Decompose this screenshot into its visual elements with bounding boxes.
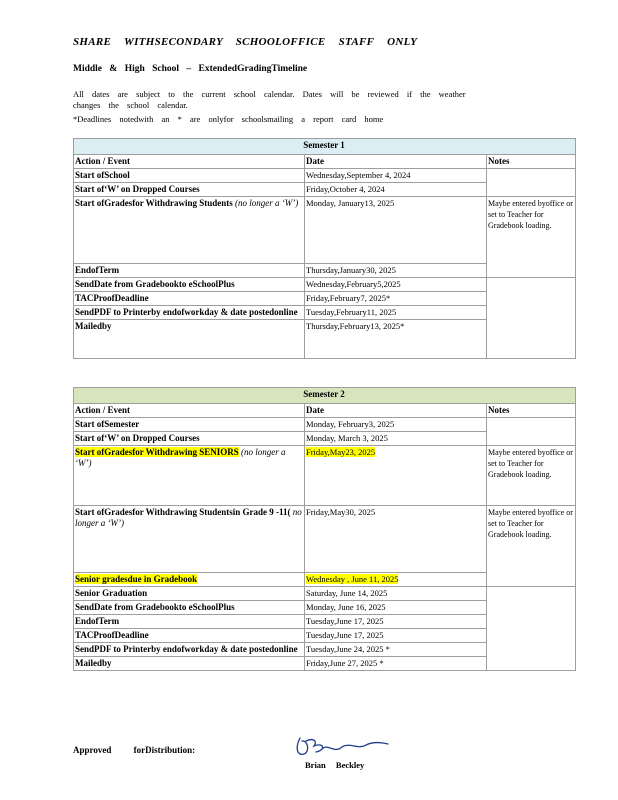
action-cell: TACProofDeadline <box>74 629 305 643</box>
action-cell: TACProofDeadline <box>74 292 305 306</box>
date-cell: Monday, February3, 2025 <box>305 418 487 432</box>
date-cell: Friday,May23, 2025 <box>305 446 487 506</box>
document-subtitle: Middle & High School – ExtendedGradingTimeline <box>73 64 308 74</box>
date-cell: Tuesday,February11, 2025 <box>305 306 487 320</box>
action-cell: Start ofGradesfor Withdrawing SENIORS (no longer a ‘W’) <box>74 446 305 506</box>
calendar-note-line1: All dates are subject to the current school calendar. Dates will be reviewed if the weather <box>73 89 466 99</box>
date-cell: Friday,May30, 2025 <box>305 506 487 573</box>
action-cell: SendPDF to Printerby endofworkday & date postedonline <box>74 306 305 320</box>
date-cell: Friday,June 27, 2025 * <box>305 657 487 671</box>
deadline-note: *Deadlines notedwith an * are onlyfor schoolsmailing a report card home <box>73 114 384 124</box>
action-cell: SendDate from Gradebookto eSchoolPlus <box>74 601 305 615</box>
semester1-heading: Semester 1 <box>74 139 576 155</box>
action-cell: SendDate from Gradebookto eSchoolPlus <box>74 278 305 292</box>
semester2-heading: Semester 2 <box>74 388 576 404</box>
column-header-date: Date <box>305 155 487 169</box>
date-cell: Friday,February7, 2025* <box>305 292 487 306</box>
signature-image <box>292 732 392 762</box>
date-cell: Saturday, June 14, 2025 <box>305 587 487 601</box>
notes-cell <box>487 278 576 359</box>
column-header-action: Action / Event <box>74 155 305 169</box>
table-row <box>74 197 576 264</box>
date-cell: Friday,October 4, 2024 <box>305 183 487 197</box>
semester1-table <box>73 138 576 359</box>
table-row <box>74 506 576 573</box>
action-cell: Senior Graduation <box>74 587 305 601</box>
date-cell: Tuesday,June 24, 2025 * <box>305 643 487 657</box>
notes-cell <box>487 169 576 197</box>
action-cell: Mailedby <box>74 657 305 671</box>
action-cell: Start ofGradesfor Withdrawing Students (no longer a ‘W’) <box>74 197 305 264</box>
date-cell: Wednesday,February5,2025 <box>305 278 487 292</box>
action-cell: Mailedby <box>74 320 305 359</box>
approval-label: Approved forDistribution: <box>73 745 196 755</box>
table-row <box>74 169 576 183</box>
notes-cell: Maybe entered byoffice or set to Teacher for Gradebook loading. <box>487 446 576 506</box>
date-cell: Monday, June 16, 2025 <box>305 601 487 615</box>
date-cell: Monday, March 3, 2025 <box>305 432 487 446</box>
action-cell: Start of‘W’ on Dropped Courses <box>74 183 305 197</box>
semester2-table <box>73 387 576 671</box>
action-cell: Start ofSemester <box>74 418 305 432</box>
action-cell: EndofTerm <box>74 615 305 629</box>
table-row <box>74 278 576 292</box>
action-cell: EndofTerm <box>74 264 305 278</box>
date-cell: Tuesday,June 17, 2025 <box>305 629 487 643</box>
document-title: SHARE WITHSECONDARY SCHOOLOFFICE STAFF ONLY <box>73 36 418 48</box>
table-row <box>74 418 576 432</box>
table-row <box>74 587 576 601</box>
calendar-note-line2: changes the school calendar. <box>73 100 188 110</box>
date-cell: Monday, January13, 2025 <box>305 197 487 264</box>
signer-name: Brian Beckley <box>305 760 365 770</box>
table-row <box>74 446 576 506</box>
action-cell: Start ofGradesfor Withdrawing Studentsin Grade 9 -11( no longer a ‘W’) <box>74 506 305 573</box>
date-cell: Wednesday , June 11, 2025 <box>305 573 487 587</box>
action-cell: Senior gradesdue in Gradebook <box>74 573 305 587</box>
notes-cell: Maybe entered byoffice or set to Teacher for Gradebook loading. <box>487 506 576 587</box>
date-cell: Tuesday,June 17, 2025 <box>305 615 487 629</box>
action-cell: Start of‘W’ on Dropped Courses <box>74 432 305 446</box>
column-header-notes: Notes <box>487 155 576 169</box>
date-cell: Thursday,January30, 2025 <box>305 264 487 278</box>
column-header-notes: Notes <box>487 404 576 418</box>
action-cell: Start ofSchool <box>74 169 305 183</box>
date-cell: Thursday,February13, 2025* <box>305 320 487 359</box>
column-header-action: Action / Event <box>74 404 305 418</box>
date-cell: Wednesday,September 4, 2024 <box>305 169 487 183</box>
notes-cell <box>487 418 576 446</box>
notes-cell <box>487 587 576 671</box>
action-cell: SendPDF to Printerby endofworkday & date postedonline <box>74 643 305 657</box>
notes-cell: Maybe entered byoffice or set to Teacher for Gradebook loading. <box>487 197 576 278</box>
column-header-date: Date <box>305 404 487 418</box>
